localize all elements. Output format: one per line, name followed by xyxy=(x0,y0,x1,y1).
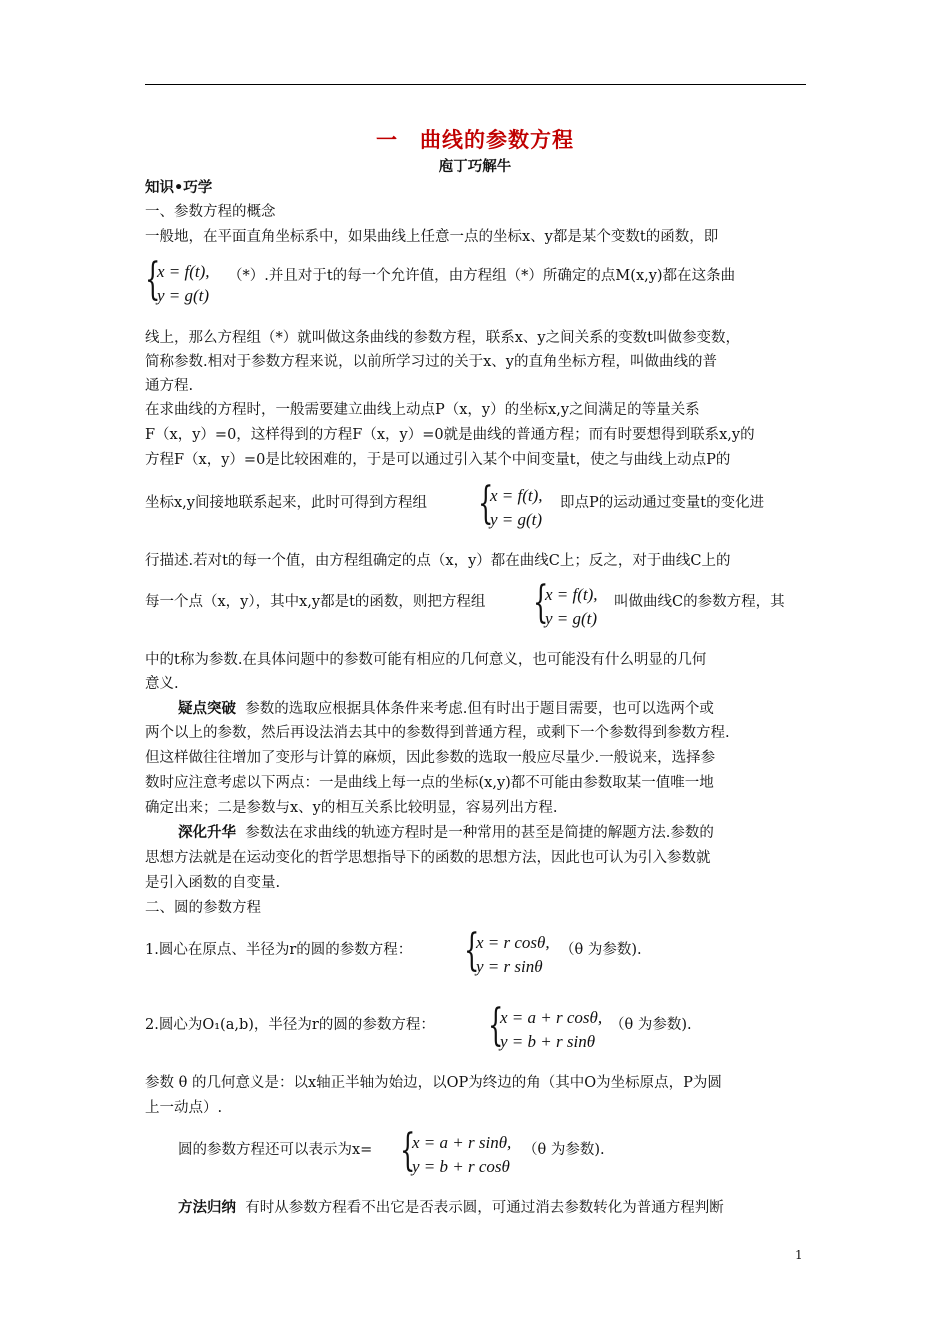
equation: y = r sinθ xyxy=(476,957,543,976)
equation: x = r cosθ, xyxy=(476,933,550,952)
paragraph: 一般地，在平面直角坐标系中，如果曲线上任意一点的坐标x、y都是某个变数t的函数，即 xyxy=(145,229,719,245)
page-title: 一 曲线的参数方程 xyxy=(376,128,574,152)
equation: y = g(t) xyxy=(157,286,210,305)
paragraph-line: 1.圆心在原点、半径为r的圆的参数方程： xyxy=(145,942,413,958)
equation: x = a + r sinθ, xyxy=(412,1133,512,1152)
paragraph-line: 通方程. xyxy=(145,378,194,394)
paragraph-line: 简称参数.相对于参数方程来说，以前所学习过的关于x、y的直角坐标方程，叫做曲线的普 xyxy=(145,354,717,370)
paragraph-line: 在求曲线的方程时，一般需要建立曲线上动点P（x，y）的坐标x,y之间满足的等量关系 xyxy=(145,402,700,418)
equation-system: { x = a + r cosθ, y = b + r sinθ xyxy=(488,1006,602,1054)
subsection-heading-2: 二、圆的参数方程 xyxy=(145,900,261,916)
doubt-text: 参数的选取应根据具体条件来考虑.但有时出于题目需要，也可以选两个或 xyxy=(245,701,714,717)
paragraph-line: 是引入函数的自变量. xyxy=(145,875,281,891)
paragraph-line: 叫做曲线C的参数方程，其 xyxy=(614,594,785,610)
equation: y = g(t) xyxy=(545,609,598,628)
paragraph-line xyxy=(178,698,808,720)
equation-system: { x = a + r sinθ, y = b + r cosθ xyxy=(400,1131,511,1179)
paragraph-line: 坐标x,y间接地联系起来，此时可得到方程组 xyxy=(145,495,427,511)
paragraph-line: 意义. xyxy=(145,676,179,692)
header-rule xyxy=(145,84,806,85)
equation: y = g(t) xyxy=(490,510,543,529)
page-number: 1 xyxy=(795,1248,803,1262)
paragraph-line: 行描述.若对t的每一个值，由方程组确定的点（x，y）都在曲线C上；反之，对于曲线C上的 xyxy=(145,553,731,569)
equation: x = f(t), xyxy=(157,262,210,281)
paragraph-line: 思想方法就是在运动变化的哲学思想指导下的函数的思想方法，因此也可认为引入参数就 xyxy=(145,850,711,866)
method-label: 方法归纳 xyxy=(178,1200,236,1216)
page-subtitle: 庖丁巧解牛 xyxy=(438,159,512,175)
equation: y = b + r sinθ xyxy=(500,1032,596,1051)
equation-system: { x = r cosθ, y = r sinθ xyxy=(464,931,550,979)
equation: x = f(t), xyxy=(545,585,598,604)
method-text: 有时从参数方程看不出它是否表示圆，可通过消去参数转化为普通方程判断 xyxy=(245,1200,724,1216)
paragraph: （*）.并且对于t的每一个允许值，由方程组（*）所确定的点M(x,y)都在这条曲 xyxy=(228,268,736,284)
equation: y = b + r cosθ xyxy=(412,1157,510,1176)
paragraph-line: 但这样做往往增加了变形与计算的麻烦，因此参数的选取一般应尽量少.一般说来，选择参 xyxy=(145,750,716,766)
section-heading: 知识•巧学 xyxy=(145,180,213,196)
paragraph-line: 参数 θ 的几何意义是：以x轴正半轴为始边，以OP为终边的角（其中O为坐标原点，P为圆 xyxy=(145,1075,722,1091)
deep-label: 深化升华 xyxy=(178,825,236,841)
paragraph-line: （θ 为参数). xyxy=(610,1017,692,1033)
paragraph-line: 两个以上的参数，然后再设法消去其中的参数得到普通方程，或剩下一个参数得到参数方程. xyxy=(145,725,730,741)
equation-system: { x = f(t), y = g(t) xyxy=(478,484,543,532)
paragraph-line: （θ 为参数). xyxy=(560,942,642,958)
paragraph-line: 方程F（x，y）=0是比较困难的，于是可以通过引入某个中间变量t，使之与曲线上动点P的 xyxy=(145,452,731,468)
deep-text: 参数法在求曲线的轨迹方程时是一种常用的甚至是简捷的解题方法.参数的 xyxy=(245,825,714,841)
paragraph-line xyxy=(178,822,808,844)
paragraph-line: 每一个点（x，y），其中x,y都是t的函数，则把方程组 xyxy=(145,594,486,610)
equation: x = f(t), xyxy=(490,486,543,505)
paragraph-line: 即点P的运动通过变量t的变化进 xyxy=(560,495,765,511)
paragraph-line xyxy=(178,1197,808,1219)
paragraph-line: 上一动点）. xyxy=(145,1100,223,1116)
equation: x = a + r cosθ, xyxy=(500,1008,603,1027)
equation-system: { x = f(t), y = g(t) xyxy=(145,260,210,308)
paragraph-line: 线上，那么方程组（*）就叫做这条曲线的参数方程，联系x、y之间关系的变数t叫做参变数， xyxy=(145,330,740,346)
paragraph-line: 圆的参数方程还可以表示为x= xyxy=(178,1142,373,1158)
equation-system: { x = f(t), y = g(t) xyxy=(533,583,598,631)
paragraph-line: 中的t称为参数.在具体问题中的参数可能有相应的几何意义，也可能没有什么明显的几何 xyxy=(145,652,707,668)
paragraph-line: 数时应注意考虑以下两点：一是曲线上每一点的坐标(x,y)都不可能由参数取某一值唯一地 xyxy=(145,775,714,791)
paragraph-line: 确定出来；二是参数与x、y的相互关系比较明显，容易列出方程. xyxy=(145,800,558,816)
paragraph-line: （θ 为参数). xyxy=(523,1142,605,1158)
paragraph-line: F（x，y）=0，这样得到的方程F（x，y）=0就是曲线的普通方程；而有时要想得到联系x,y的 xyxy=(145,427,755,443)
paragraph-line: 2.圆心为O₁(a,b)，半径为r的圆的参数方程： xyxy=(145,1017,435,1033)
doubt-label: 疑点突破 xyxy=(178,701,236,717)
subsection-heading-1: 一、参数方程的概念 xyxy=(145,204,276,220)
